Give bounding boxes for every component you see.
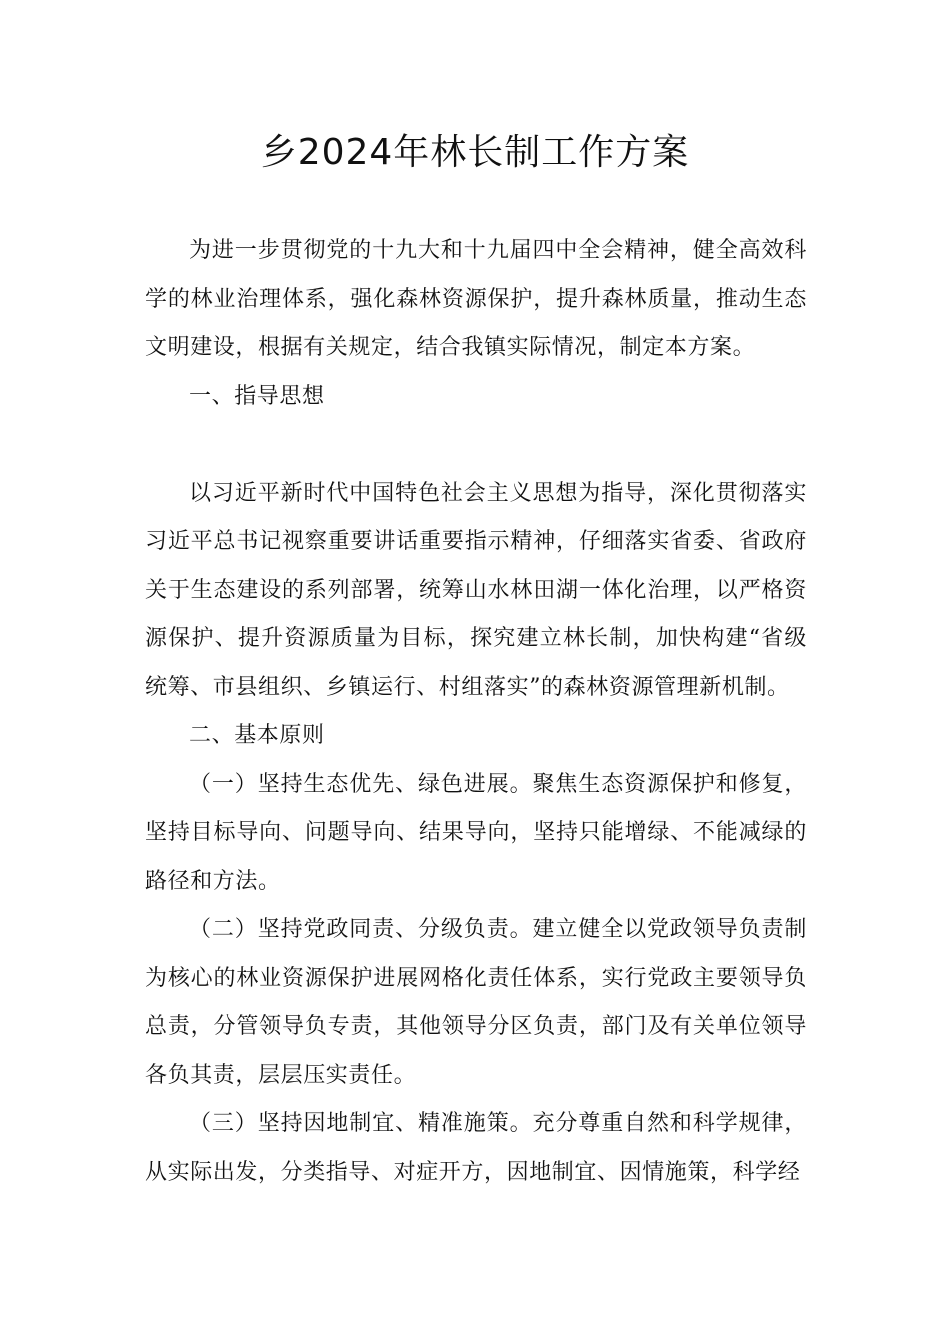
document-body xyxy=(145,227,807,1197)
section-heading-guiding-ideology: 一、指导思想 xyxy=(189,383,325,409)
document-title: 乡2024年林长制工作方案 xyxy=(260,132,690,173)
principle-paragraph-3: （三）坚持因地制宜、精准施策。充分尊重自然和科学规律，从实际出发，分类指导、对症开方，因地制宜、因情施策，科学经 xyxy=(145,1111,807,1185)
principle-paragraph-1: （一）坚持生态优先、绿色进展。聚焦生态资源保护和修复，坚持目标导向、问题导向、结果导向，坚持只能增绿、不能减绿的路径和方法。 xyxy=(145,771,807,894)
section-heading-basic-principles: 二、基本原则 xyxy=(189,723,325,748)
intro-paragraph: 为进一步贯彻党的十九大和十九届四中全会精神，健全高效科学的林业治理体系，强化森林资源保护，提升森林质量，推动生态文明建设，根据有关规定，结合我镇实际情况，制定本方案。 xyxy=(145,238,807,360)
guiding-ideology-paragraph: 以习近平新时代中国特色社会主义思想为指导，深化贯彻落实习近平总书记视察重要讲话重要指示精神，仔细落实省委、省政府关于生态建设的系列部署，统筹山水林田湖一体化治理，以严格资源保护、提升资源质量为目标，探究建立林长制，加快构建“省级统筹、市县组织、乡镇运行、村组落实”的森林资源管理新机制。 xyxy=(145,480,807,700)
principle-paragraph-2: （二）坚持党政同责、分级负责。建立健全以党政领导负责制为核心的林业资源保护进展网格化责任体系，实行党政主要领导负总责，分管领导负专责，其他领导分区负责，部门及有关单位领导各负其责，层层压实责任。 xyxy=(145,917,807,1088)
blank-line xyxy=(145,421,807,470)
